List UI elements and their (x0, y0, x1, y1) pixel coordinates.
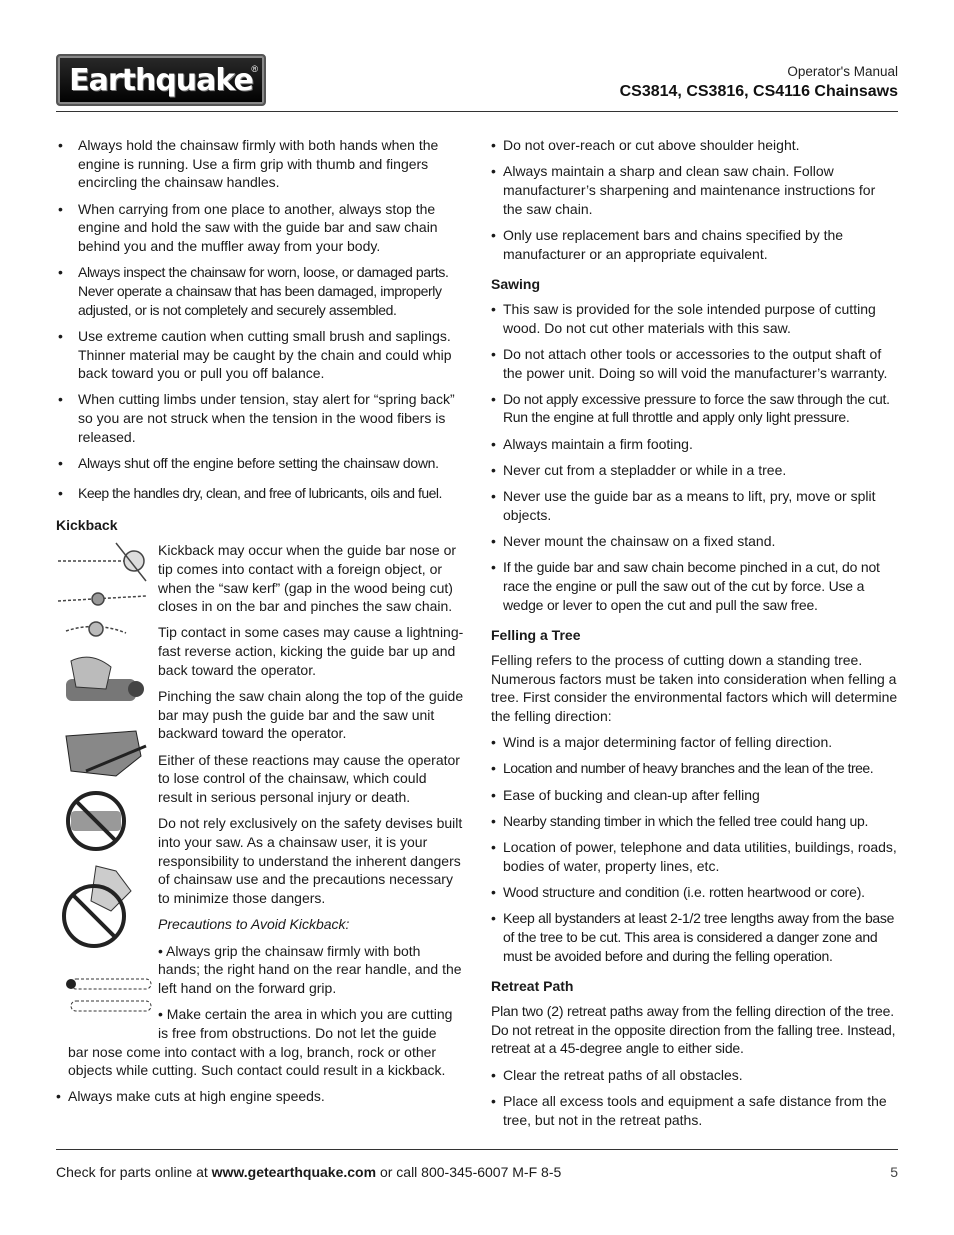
kickback-paragraph: Either of these reactions may cause the operator to lose control of the chainsaw, which could result in serious personal injury or death. (158, 751, 460, 806)
footer-suffix: or call 800-345-6007 M-F 8-5 (376, 1164, 562, 1180)
guide-bar-chain-illustration (56, 971, 156, 1021)
kickback-paragraph: Do not rely exclusively on the safety devises built into your saw. As a chainsaw user, it is your responsibility to understand the inherent dangers of chainsaw use and the precautions necessary to minimize those dangers. (158, 815, 463, 907)
list-item: • Keep all bystanders at least 2-1/2 tree lengths away from the base of the tree to be cut. This area is considered a danger zone and must be avoided before and during the felling operation. (491, 909, 898, 965)
manual-subtitle: Operator's Manual (787, 64, 898, 79)
list-item: • Never mount the chainsaw on a fixed stand. (491, 532, 898, 551)
glove-grip-illustration (56, 726, 156, 781)
list-item: • Keep the handles dry, clean, and free of lubricants, oils and fuel. (56, 484, 464, 503)
list-item: • Always hold the chainsaw firmly with both hands when the engine is running. Use a firm grip with thumb and fingers encircling the chainsaw handles. (56, 136, 464, 192)
list-item: • Do not attach other tools or accessories to the output shaft of the power unit. Doing so will void the manufacturer’s warranty. (491, 345, 898, 382)
list-item: • Always maintain a firm footing. (491, 435, 898, 454)
precaution-item: • Make certain the area in which you are cutting is free from obstructions. Do not let the guide (158, 1006, 453, 1041)
precaution-item-continued: bar nose come into contact with a log, branch, rock or other objects while cutting. Such contact could result in a kickback. (68, 1043, 446, 1079)
kickback-paragraph: Pinching the saw chain along the top of the guide bar may push the guide bar and the saw unit backward toward the operator. (158, 688, 464, 742)
list-item: • This saw is provided for the sole intended purpose of cutting wood. Do not cut other materials with this saw. (491, 300, 898, 337)
list-item: • Wind is a major determining factor of felling direction. (491, 733, 898, 752)
list-item: • Place all excess tools and equipment a safe distance from the tree, but not in the retreat paths. (491, 1092, 898, 1129)
list-item: • Nearby standing timber in which the felled tree could hang up. (491, 812, 898, 831)
list-item: • Clear the retreat paths of all obstacles. (491, 1066, 898, 1085)
list-item: • Only use replacement bars and chains specified by the manufacturer or an appropriate equivalent. (491, 226, 898, 263)
precaution-item: • Always grip the chainsaw firmly with both hands; the right hand on the rear handle, and the left hand on the forward grip. (158, 942, 462, 996)
list-item: • Never use the guide bar as a means to lift, pry, move or split objects. (491, 487, 898, 524)
felling-heading: Felling a Tree (491, 627, 581, 644)
sawing-heading: Sawing (491, 276, 541, 293)
kickback-section (56, 541, 464, 1080)
footer (56, 1164, 898, 1180)
list-item: • If the guide bar and saw chain become pinched in a cut, do not race the engine or pull the saw out of the cut by force. Use a wedge or lever to open the cut and pull the saw free. (491, 558, 898, 614)
no-overreach-icon (56, 861, 156, 951)
right-column (491, 136, 898, 1137)
list-item: • When cutting limbs under tension, stay alert for “spring back” so you are not struck when the tension in the wood fibers is released. (56, 390, 464, 446)
website-link[interactable]: www.getearthquake.com (211, 1164, 377, 1180)
header-right (620, 64, 898, 101)
kickback-paragraph: Tip contact in some cases may cause a lightning-fast reverse action, kicking the guide bar up and back toward the operator. (158, 624, 464, 678)
footer-divider (56, 1149, 898, 1150)
list-item: • Wood structure and condition (i.e. rotten heartwood or core). (491, 883, 898, 902)
footer-prefix: Check for parts online at (56, 1164, 212, 1180)
no-one-hand-icon (56, 786, 156, 856)
earthquake-logo (56, 54, 266, 106)
list-item: • When carrying from one place to another, always stop the engine and hold the saw with the guide bar and saw chain behind you and the muffler away from your body. (56, 200, 464, 256)
list-item: • Do not apply excessive pressure to force the saw through the cut. Run the engine at full throttle and apply only light pressure. (491, 390, 898, 427)
precautions-heading: Precautions to Avoid Kickback: (158, 916, 350, 933)
hands-gripping-saw-illustration (56, 649, 156, 719)
list-item: • Ease of bucking and clean-up after felling (491, 786, 898, 805)
list-item: • Never cut from a stepladder or while in a tree. (491, 461, 898, 480)
list-item: • Always inspect the chainsaw for worn, loose, or damaged parts. Never operate a chainsaw that has been damaged, improperly adjusted, or is not completely and securely assembled. (56, 263, 464, 319)
list-item: • Location and number of heavy branches and the lean of the tree. (491, 759, 898, 778)
list-item: • Use extreme caution when cutting small brush and saplings. Thinner material may be caught by the chain and could whip back toward you or pull you off balance. (56, 327, 464, 383)
list-item: • Always shut off the engine before setting the chainsaw down. (56, 454, 464, 473)
left-column (56, 136, 464, 1114)
header-divider (56, 111, 898, 112)
page-number: 5 (890, 1164, 898, 1180)
list-item: • Location of power, telephone and data utilities, buildings, roads, bodies of water, property lines, etc. (491, 838, 898, 875)
retreat-heading: Retreat Path (491, 978, 574, 995)
kickback-heading: Kickback (56, 517, 118, 534)
retreat-paragraph: Plan two (2) retreat paths away from the felling direction of the tree. Do not retreat in the opposite direction from the falling tree. Instead, retreat at a 45-degree angle to either side. (491, 1003, 896, 1057)
felling-paragraph: Felling refers to the process of cutting down a standing tree. Numerous factors must be taken into consideration when felling a tree. First consider the environmental factors which will determine the felling direction: (491, 651, 898, 725)
kickback-paragraph: Kickback may occur when the guide bar nose or tip comes into contact with a foreign object, or when the “saw kerf” (gap in the wood being cut) closes in on the bar and pinches the saw chain. (158, 542, 457, 615)
list-item: • Always make cuts at high engine speeds. (56, 1087, 464, 1106)
kickback-zone-illustration (56, 541, 156, 651)
list-item: • Always maintain a sharp and clean saw chain. Follow manufacturer’s sharpening and maintenance instructions for the saw chain. (491, 162, 898, 218)
logo-registered-mark: ® (251, 64, 258, 74)
logo-text: Earthquake (69, 62, 253, 98)
manual-title: CS3814, CS3816, CS4116 Chainsaws (619, 83, 898, 100)
kickback-text (158, 541, 464, 1042)
list-item: • Do not over-reach or cut above shoulder height. (491, 136, 898, 155)
